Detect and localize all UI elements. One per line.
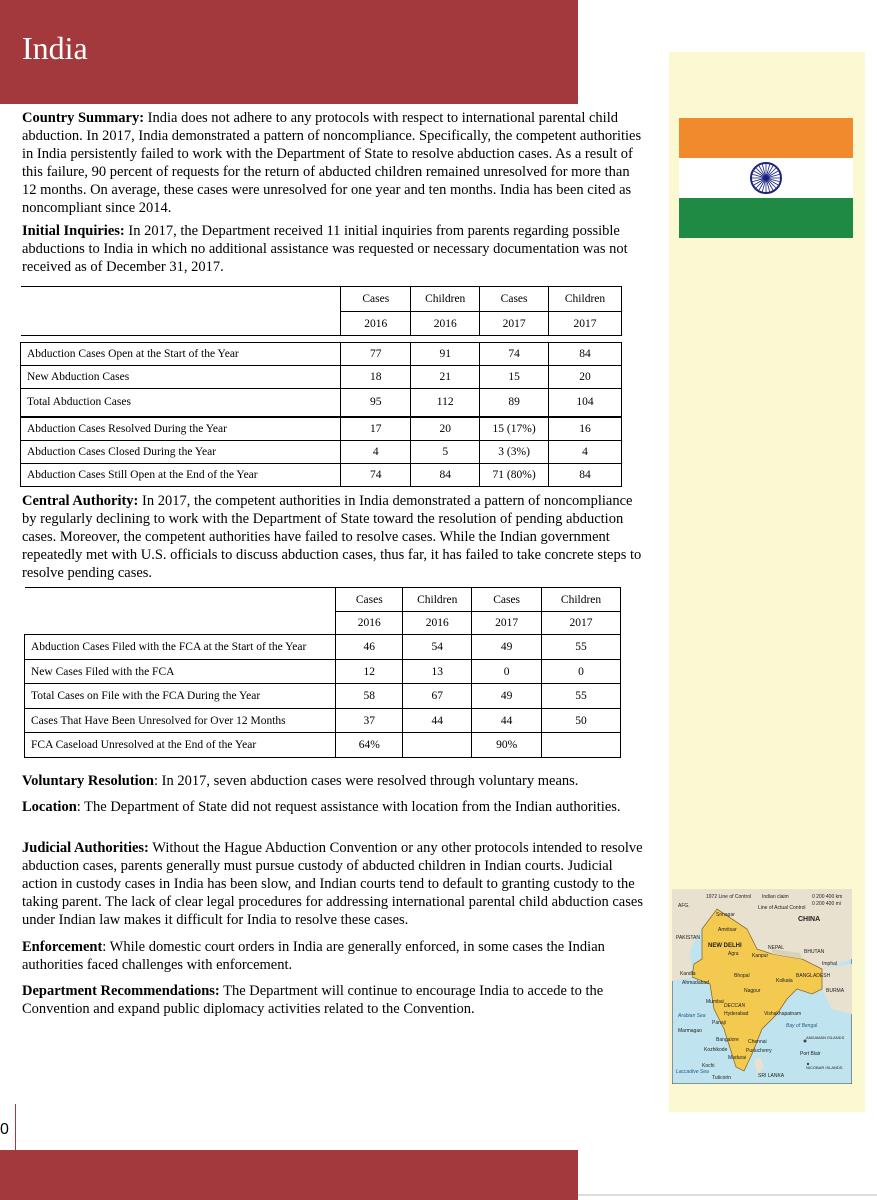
abduction-cases-table <box>20 286 622 487</box>
central-authority-text: In 2017, the competent authorities in India demonstrated a pattern of noncompliance by regularly declining to work with the Department of State toward the resolution of pending abduction cases. Moreover, the competent authorities have failed to resolve cases. While the Indian government repeatedly met with U.S. officials to discuss abduction cases, thus far, it has failed to take concrete steps to resolve pending cases. <box>22 493 642 581</box>
table-header-cell: Cases <box>341 287 411 312</box>
table-cell: 17 <box>341 417 411 441</box>
table-cell: 3 (3%) <box>480 441 549 464</box>
map-label-kolkata: Kolkata <box>776 978 793 984</box>
table-cell: 90% <box>472 733 542 758</box>
map-label-hyderabad: Hyderabad <box>724 1011 749 1017</box>
recommendations-label: Department Recommendations: <box>22 983 220 999</box>
table-year-cell: 2016 <box>411 312 480 336</box>
table-cell: 74 <box>341 464 411 487</box>
map-label-amritsar: Amritsar <box>718 927 737 933</box>
table-row <box>21 389 622 417</box>
table-row-label: Abduction Cases Closed During the Year <box>21 441 341 464</box>
table-cell: 67 <box>403 684 472 709</box>
table-cell: 104 <box>549 389 622 417</box>
table-header-cell: Children <box>542 588 621 612</box>
table-row-label: New Cases Filed with the FCA <box>25 660 336 684</box>
table-cell: 58 <box>336 684 403 709</box>
location-text: : The Department of State did not request assistance with location from the Indian authorities. <box>76 799 621 815</box>
table-year-cell: 2017 <box>480 312 549 336</box>
initial-inquiries-label: Initial Inquiries: <box>22 223 125 239</box>
table-cell: 20 <box>549 366 622 389</box>
table-cell: 55 <box>542 635 621 660</box>
map-label-laccadive: Laccadive Sea <box>676 1069 709 1075</box>
central-authority-paragraph <box>22 492 647 582</box>
map-scale-km: 0 200 400 km <box>812 894 843 900</box>
table-cell <box>542 733 621 758</box>
table-cell: 18 <box>341 366 411 389</box>
table-cell: 21 <box>411 366 480 389</box>
page-number-rule <box>15 1104 16 1150</box>
table-cell: 37 <box>336 709 403 733</box>
table-cell: 84 <box>549 464 622 487</box>
table-cell: 89 <box>480 389 549 417</box>
table-row-label: Abduction Cases Open at the Start of the Year <box>21 343 341 366</box>
table-cell: 74 <box>480 343 549 366</box>
voluntary-resolution-text: : In 2017, seven abduction cases were resolved through voluntary means. <box>154 773 579 789</box>
country-summary-label: Country Summary: <box>22 110 145 126</box>
table-year-row <box>25 612 621 635</box>
map-label-new-delhi: NEW DELHI <box>708 943 742 949</box>
table-cell: 15 <box>480 366 549 389</box>
table-cell: 84 <box>549 343 622 366</box>
table-cell: 84 <box>411 464 480 487</box>
table-cell: 71 (80%) <box>480 464 549 487</box>
map-label-burma: BURMA <box>826 988 845 994</box>
table-cell: 77 <box>341 343 411 366</box>
table-cell: 12 <box>336 660 403 684</box>
table-row <box>25 635 621 660</box>
map-label-lac: Line of Actual Control <box>758 905 806 911</box>
table-cell: 44 <box>403 709 472 733</box>
table-cell: 0 <box>472 660 542 684</box>
map-label-afg: AFG. <box>678 903 690 909</box>
table-cell: 4 <box>341 441 411 464</box>
table-header-cell: Cases <box>480 287 549 312</box>
table-row <box>21 417 622 441</box>
map-label-nicobar: NICOBAR ISLANDS <box>806 1065 843 1070</box>
table-row-label: FCA Caseload Unresolved at the End of the Year <box>25 733 336 758</box>
map-label-bhopal: Bhopal <box>734 973 750 979</box>
table-header-row <box>25 588 621 612</box>
page-title: India <box>22 30 88 66</box>
map-label-nepal: NEPAL <box>768 945 785 951</box>
map-label-madurai: Madurai <box>728 1055 747 1061</box>
table-cell: 64% <box>336 733 403 758</box>
voluntary-resolution-paragraph <box>22 772 647 790</box>
table-cell: 112 <box>411 389 480 417</box>
india-map-image <box>672 889 852 1084</box>
table-row <box>25 733 621 758</box>
table-header-cell: Children <box>411 287 480 312</box>
map-label-panaji: Panaji <box>712 1020 726 1026</box>
table-header-row <box>21 287 622 312</box>
voluntary-resolution-label: Voluntary Resolution <box>22 773 155 789</box>
map-label-deccan: DECCAN <box>724 1003 746 1009</box>
table-year-cell: 2016 <box>336 612 403 635</box>
country-summary-text: India does not adhere to any protocols with respect to international parental child abduction. In 2017, India demonstrated a pattern of noncompliance. Specifically, the competent authorities in India persistently failed to work with the Department of State to resolve abduction cases. As a result of this failure, 90 percent of requests for the return of abducted children remained unresolved for more than 12 months. On average, these cases were unresolved for one year and ten months. India has been cited as noncompliant since 2014. <box>22 110 642 216</box>
enforcement-paragraph <box>22 938 647 974</box>
map-label-chennai: Chennai <box>748 1039 767 1045</box>
table-cell: 95 <box>341 389 411 417</box>
recommendations-paragraph <box>22 982 647 1018</box>
table-row <box>25 660 621 684</box>
table-cell: 50 <box>542 709 621 733</box>
table-row-label: Abduction Cases Still Open at the End of the Year <box>21 464 341 487</box>
footer-bar <box>0 1150 578 1200</box>
ashoka-chakra-icon <box>751 163 781 193</box>
table-row-label: Abduction Cases Filed with the FCA at the Start of the Year <box>25 635 336 660</box>
map-label-port-blair: Port Blair <box>800 1051 821 1057</box>
table-cell <box>403 733 472 758</box>
india-flag-image <box>679 118 853 238</box>
footer-divider <box>578 1194 877 1196</box>
table-year-cell: 2017 <box>549 312 622 336</box>
location-label: Location <box>22 799 77 815</box>
table-cell: 13 <box>403 660 472 684</box>
country-summary-paragraph <box>22 109 647 217</box>
recommendations-text: The Department will continue to encourage India to accede to the Convention and expand public diplomacy activities related to the Convention. <box>22 983 604 1017</box>
map-label-andaman: ANDAMAN ISLANDS <box>806 1035 845 1040</box>
map-label-arabian-sea: Arabian Sea <box>678 1013 706 1019</box>
table-cell: 55 <box>542 684 621 709</box>
table-row <box>21 343 622 366</box>
table-cell: 0 <box>542 660 621 684</box>
table-cell: 20 <box>411 417 480 441</box>
map-scale-mi: 0 200 400 mi <box>812 901 841 907</box>
map-label-kanpur: Kanpur <box>752 953 769 959</box>
table-cell: 5 <box>411 441 480 464</box>
table-year-row <box>21 312 622 336</box>
map-label-china: CHINA <box>798 916 821 923</box>
header-bar <box>0 0 578 104</box>
table-header-cell: Cases <box>472 588 542 612</box>
table-row <box>21 441 622 464</box>
table-row-label: New Abduction Cases <box>21 366 341 389</box>
map-label-pakistan: PAKISTAN <box>676 935 700 941</box>
central-authority-label: Central Authority: <box>22 493 139 509</box>
map-label-bhutan: BHUTAN <box>804 949 825 955</box>
table-cell: 54 <box>403 635 472 660</box>
map-label-bangladesh: BANGLADESH <box>796 973 831 979</box>
location-paragraph <box>22 798 647 816</box>
table-year-cell: 2016 <box>403 612 472 635</box>
table-year-cell: 2017 <box>472 612 542 635</box>
table-cell: 49 <box>472 635 542 660</box>
table-row-label: Total Cases on File with the FCA During the Year <box>25 684 336 709</box>
map-label-mumbai: Mumbai <box>706 999 724 1005</box>
map-label-tuticorin: Tuticorin <box>712 1075 731 1081</box>
map-label-ahmadabad: Ahmadabad <box>682 980 709 986</box>
table-cell: 15 (17%) <box>480 417 549 441</box>
table-row <box>25 709 621 733</box>
judicial-authorities-paragraph <box>22 839 647 929</box>
map-label-agra: Agra <box>728 951 739 957</box>
initial-inquiries-text: In 2017, the Department received 11 initial inquiries from parents regarding possible abductions to India in which no additional assistance was requested or necessary documentation was not received as of December 31, 2017. <box>22 223 628 275</box>
table-year-cell: 2017 <box>542 612 621 635</box>
map-label-marmagao: Marmagao <box>678 1028 702 1034</box>
map-label-nagpur: Nagpur <box>744 988 761 994</box>
map-label-loc-line: 1972 Line of Control <box>706 894 752 900</box>
table-cell: 44 <box>472 709 542 733</box>
map-label-indian-claim: Indian claim <box>762 894 789 900</box>
map-label-srinagar: Srinagar <box>716 912 735 918</box>
table-row <box>21 464 622 487</box>
table-cell: 46 <box>336 635 403 660</box>
table-row-label: Abduction Cases Resolved During the Year <box>21 417 341 441</box>
judicial-authorities-label: Judicial Authorities: <box>22 840 149 856</box>
map-label-kozhikode: Kozhikode <box>704 1047 728 1053</box>
table-header-cell: Children <box>403 588 472 612</box>
map-label-kandla: Kandla <box>680 971 696 977</box>
table-row-label: Cases That Have Been Unresolved for Over 12 Months <box>25 709 336 733</box>
fca-cases-table <box>24 587 621 758</box>
judicial-authorities-text: Without the Hague Abduction Convention or any other protocols intended to resolve abduction cases, parents generally must pursue custody of abducted children in Indian courts. Judicial action in custody cases in India has been slow, and Indian courts tend to default to granting custody to the taking parent. The lack of clear legal procedures for addressing international parental child abduction cases under Indian law makes it difficult for India to resolve these cases. <box>22 840 643 928</box>
map-label-sri-lanka: SRI LANKA <box>758 1073 785 1079</box>
enforcement-label: Enforcement <box>22 939 103 955</box>
map-label-vishakhapatnam: Vishakhapatnam <box>764 1011 802 1017</box>
table-cell: 49 <box>472 684 542 709</box>
enforcement-text: : While domestic court orders in India are generally enforced, in some cases the Indian authorities faced challenges with enforcement. <box>22 939 605 973</box>
table-header-cell: Cases <box>336 588 403 612</box>
table-row <box>21 366 622 389</box>
initial-inquiries-paragraph <box>22 222 647 276</box>
map-label-kochi: Kochi <box>702 1063 715 1069</box>
map-label-bangalore: Bangalore <box>716 1037 739 1043</box>
table-cell: 91 <box>411 343 480 366</box>
page-number: 0 <box>0 1121 9 1138</box>
map-label-bay-of-bengal: Bay of Bengal <box>786 1023 818 1029</box>
table-header-cell: Children <box>549 287 622 312</box>
table-year-cell: 2016 <box>341 312 411 336</box>
map-label-puducherry: Puducherry <box>746 1048 772 1054</box>
map-label-imphal: Imphal <box>822 961 838 967</box>
table-cell: 16 <box>549 417 622 441</box>
table-row-label: Total Abduction Cases <box>21 389 341 417</box>
table-row <box>25 684 621 709</box>
table-cell: 4 <box>549 441 622 464</box>
